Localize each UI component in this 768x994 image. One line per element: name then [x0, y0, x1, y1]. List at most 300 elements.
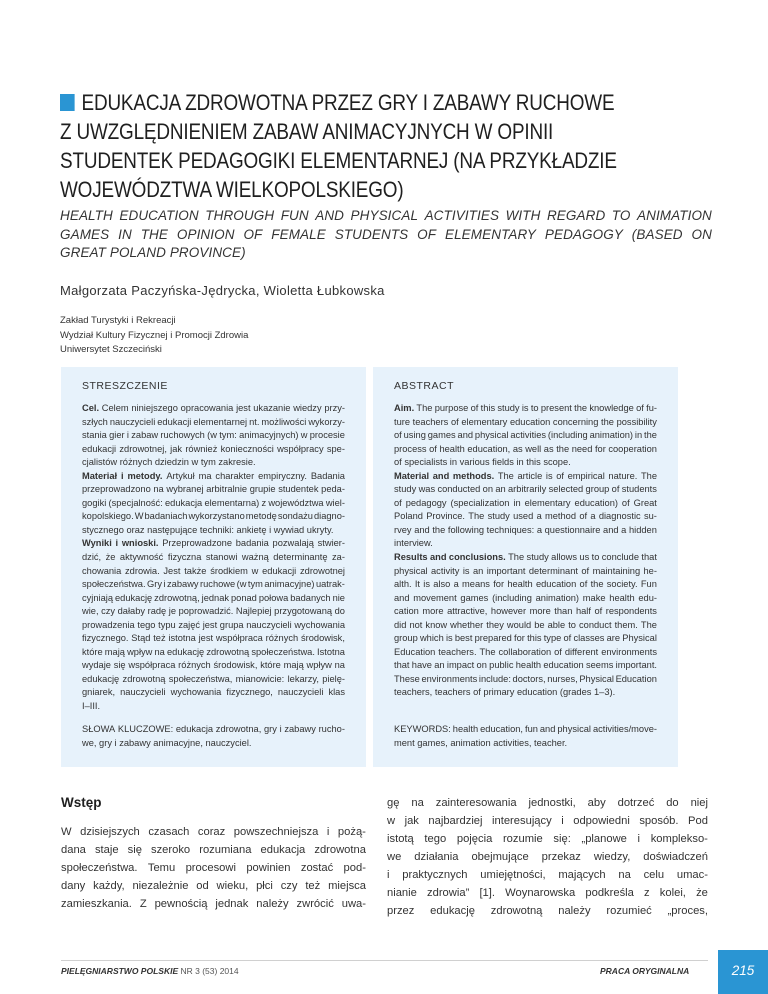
word: z	[261, 497, 267, 508]
word: health	[609, 592, 635, 603]
word: (specjalność:	[108, 497, 163, 508]
word: a	[536, 524, 542, 535]
word: należy	[256, 898, 289, 910]
word: jednak	[201, 592, 230, 603]
word: STUDENTS	[334, 226, 409, 242]
word: THROUGH	[205, 208, 275, 223]
word: jak	[170, 443, 183, 454]
word: elementary	[461, 416, 508, 427]
word: dany	[61, 880, 86, 892]
word: dotrzeć	[617, 797, 655, 809]
word: wychowania	[170, 687, 222, 698]
word: że	[105, 552, 116, 563]
bold-word: Materiał	[82, 470, 118, 481]
word: zostać	[300, 862, 334, 874]
title-line-1: EDUKACJA ZDROWOTNA PRZEZ GRY I ZABAWY RUCHOWE	[81, 90, 615, 115]
word: and	[394, 592, 410, 603]
word: elementarna)	[204, 497, 260, 508]
word: education	[543, 660, 584, 671]
word: gniarek,	[82, 687, 116, 698]
bold-word: conclusions.	[448, 552, 506, 563]
abstract-line: interview.	[394, 538, 433, 549]
affiliation-line: Zakład Turystyki i Rekreacji	[60, 315, 176, 326]
word: cyjniają	[82, 592, 114, 603]
title-line-2: Z UWZGLĘDNIENIEM ZABAW ANIMACYJNYCH W OPINII	[60, 119, 554, 144]
word: animation)	[589, 430, 634, 441]
word: of	[429, 443, 437, 454]
word: environments	[601, 646, 657, 657]
bold-word: i	[115, 538, 119, 549]
word: us	[579, 552, 590, 563]
word: wybranej	[166, 484, 204, 495]
word: ważną	[241, 552, 269, 563]
word: that	[394, 660, 410, 671]
word: wykorzystano	[188, 511, 245, 522]
word: W	[61, 826, 72, 838]
word: is	[462, 565, 470, 576]
word: The	[508, 552, 525, 563]
word: aby	[587, 797, 606, 809]
word: however	[490, 606, 527, 617]
word: również	[185, 443, 218, 454]
word: them.	[614, 619, 638, 630]
word: środowisk,	[300, 633, 345, 644]
word: physical	[394, 565, 428, 576]
word: rozumie	[502, 833, 543, 845]
word: in	[634, 430, 643, 441]
word: of	[594, 606, 603, 617]
word: Z	[139, 898, 147, 910]
word: Physical	[622, 633, 657, 644]
word: nt.	[249, 416, 260, 427]
word: edukacja	[165, 497, 203, 508]
streszczenie-heading: STRESZCZENIE	[82, 380, 168, 392]
word: podkreśla	[585, 887, 634, 899]
word: the	[601, 416, 614, 427]
word: się:	[553, 833, 571, 845]
word: Jest	[163, 565, 181, 576]
word: edukację	[430, 905, 475, 917]
word: of	[450, 416, 459, 427]
word: of	[579, 511, 588, 522]
word: know	[425, 619, 448, 630]
word: badaniach	[144, 511, 188, 522]
word: które	[260, 660, 281, 671]
word: „proces,	[667, 905, 708, 917]
word: is	[545, 470, 553, 481]
word: nauczycieli	[277, 687, 324, 698]
word: GAMES	[60, 226, 110, 242]
word: przeprowadzono	[82, 484, 151, 495]
word: działania	[414, 851, 459, 863]
en-title-line-2	[60, 226, 712, 245]
section-heading-wstep: Wstęp	[61, 795, 102, 810]
word: and	[457, 430, 474, 441]
abstract-line	[394, 659, 657, 673]
word: OF	[243, 226, 263, 242]
streszczenie-body	[82, 402, 345, 714]
word: (including	[547, 430, 588, 441]
word: a	[621, 524, 627, 535]
abstract-line	[394, 402, 657, 416]
word: activities/move-	[592, 724, 657, 734]
word: stwier-	[317, 538, 345, 549]
word: istotą	[387, 833, 414, 845]
word: ELEMENTARY	[444, 226, 536, 242]
abstract-keywords	[394, 723, 657, 750]
abstract-line	[394, 673, 657, 687]
word: is	[521, 403, 529, 413]
abstract-line	[394, 551, 657, 565]
word: konieczności	[220, 443, 274, 454]
abstract-line: of specialists in various fields in this scope.	[394, 457, 571, 468]
word: determinantę	[273, 552, 328, 563]
word: peda-	[321, 484, 345, 495]
word: wieku,	[216, 880, 249, 892]
word: education)	[574, 497, 618, 508]
word: edukacji	[82, 443, 117, 454]
word: maintaining	[592, 565, 641, 576]
word: i	[561, 815, 564, 827]
word: that	[641, 552, 657, 563]
word: Woynarowska	[505, 887, 576, 899]
word: jest	[202, 619, 218, 630]
word: studentek	[278, 484, 319, 495]
word: ponad	[231, 592, 257, 603]
word: whether	[450, 619, 484, 630]
word: concerning	[552, 416, 599, 427]
word: Fun	[640, 579, 657, 590]
word: a	[590, 511, 596, 522]
word: was	[418, 484, 436, 495]
abstract-line	[394, 416, 657, 430]
word: grupa	[219, 619, 244, 630]
word: rozumieć	[606, 905, 652, 917]
word: of	[394, 497, 402, 508]
word: społeczeństwa.	[82, 579, 146, 590]
word: to	[530, 403, 539, 413]
word: stanowi	[205, 552, 238, 563]
affiliation-line: Uniwersytet Szczeciński	[60, 344, 162, 355]
word: the	[574, 403, 588, 413]
abstract-line	[82, 470, 345, 484]
body-line	[387, 812, 708, 830]
abstract-line	[82, 402, 345, 416]
journal-issue: NR 3 (53) 2014	[180, 966, 239, 976]
word: staje	[94, 844, 119, 856]
word: empiryczny.	[258, 470, 307, 481]
word: współpraca	[128, 660, 176, 671]
word: procesowi	[185, 862, 236, 874]
title-line-3: STUDENTEK PEDAGOGIKI ELEMENTARNEJ (NA PRZYKŁADZIE	[60, 148, 617, 173]
word: jest	[198, 633, 214, 644]
word: niezależnie	[132, 880, 189, 892]
bold-word: metody.	[127, 470, 163, 481]
word: more	[422, 606, 444, 617]
word: w	[387, 815, 396, 827]
word: pewnością	[154, 898, 208, 910]
word: wykorzy-	[308, 416, 345, 427]
word: society.	[606, 579, 638, 590]
word: typu	[158, 619, 176, 630]
word: jak	[404, 815, 419, 827]
word: make	[582, 592, 606, 603]
bold-word: methods.	[452, 470, 495, 481]
word: zwrócić	[296, 898, 334, 910]
word: REGARD	[546, 208, 606, 223]
word: be	[534, 619, 545, 630]
word: half	[575, 606, 591, 617]
word: zdrowotnej,	[119, 443, 167, 454]
word: niniejszego	[131, 403, 178, 413]
word: important.	[615, 660, 657, 671]
word: hidden	[628, 524, 657, 535]
word: społeczeństwa,	[168, 673, 233, 684]
word: process	[394, 443, 427, 454]
streszczenie-box	[61, 367, 366, 767]
bold-word: Aim.	[394, 403, 415, 413]
word: games	[427, 430, 456, 441]
word: a	[453, 579, 459, 590]
word: się	[113, 660, 126, 671]
word: zdrowotna,	[215, 724, 262, 734]
word: współpraca	[215, 633, 263, 644]
word: edukację	[82, 673, 120, 684]
word: which	[419, 633, 444, 644]
word: czasach	[148, 826, 190, 838]
word: of	[563, 633, 572, 644]
word: od	[196, 880, 209, 892]
word: także	[184, 565, 207, 576]
word: na	[334, 660, 345, 671]
word: jednak	[215, 898, 249, 910]
word: w	[300, 430, 308, 441]
word: do	[666, 797, 679, 809]
word: PEDAGOGY	[544, 226, 623, 242]
bold-word: i	[121, 470, 124, 481]
word: kopolskiego.	[82, 511, 134, 522]
word: zdrowia.	[125, 565, 160, 576]
word: purpose	[434, 403, 469, 413]
bold-word: and	[429, 552, 447, 563]
word: doświadczeń	[643, 851, 708, 863]
word: they	[486, 619, 504, 630]
abstract-line	[394, 524, 657, 538]
word: elementary	[524, 497, 571, 508]
word: tego	[424, 833, 447, 845]
footer-rule	[61, 960, 708, 961]
word: Badania	[310, 470, 345, 481]
word: important	[486, 565, 526, 576]
word: OPINION	[176, 226, 235, 242]
word: on	[482, 484, 494, 495]
word: prepared	[474, 633, 512, 644]
word: obejmujące	[471, 851, 529, 863]
word: study	[526, 552, 549, 563]
abstract-line	[82, 537, 345, 551]
bold-word: Material	[394, 470, 430, 481]
word: dana	[61, 844, 86, 856]
word: różnych	[178, 660, 211, 671]
word: arbitralnie	[206, 484, 248, 495]
word: Artykuł	[166, 470, 195, 481]
word: różnych	[265, 633, 299, 644]
abstract-line	[82, 510, 345, 524]
abstract-line: cjalistów różnych dziedzin w tym zakresie.	[82, 457, 256, 468]
word: na	[411, 797, 424, 809]
word: EDUCATION	[119, 208, 199, 223]
word: fizycznego.	[82, 633, 129, 644]
word: umac-	[676, 869, 708, 881]
word: które	[82, 646, 103, 657]
word: charakter	[215, 470, 255, 481]
word: celu	[643, 869, 665, 881]
body-line	[61, 823, 366, 841]
affiliation-line: Wydział Kultury Fizycznej i Promocji Zdrowia	[60, 329, 249, 341]
word: zdrowotną	[206, 646, 250, 657]
word: Education	[394, 646, 436, 657]
word: education,	[467, 443, 511, 454]
word: możliwości	[261, 416, 307, 427]
abstract-heading: ABSTRACT	[394, 380, 455, 392]
word: ruchowe	[200, 579, 236, 590]
word: to	[591, 552, 600, 563]
word: poprowadzić.	[178, 606, 234, 617]
word: Istotna	[317, 646, 345, 657]
word: of	[636, 403, 644, 413]
abstract-line	[82, 659, 345, 673]
word: połowa	[258, 592, 289, 603]
word: doctors,	[512, 673, 546, 684]
word: zamieszkania.	[61, 898, 132, 910]
word: każdy,	[93, 880, 125, 892]
word: ANIMATION	[637, 208, 712, 223]
word: and	[539, 724, 556, 734]
word: wychowania	[294, 619, 345, 630]
word: procesie	[309, 430, 345, 441]
word: a	[536, 511, 542, 522]
word: nauczycieli	[246, 619, 292, 630]
keywords-line: we, gry i zabawy animacyjne, nauczyciel.	[82, 737, 252, 748]
word: uatrak-	[315, 579, 345, 590]
word: województwa	[268, 497, 324, 508]
word: TO	[611, 208, 631, 223]
word: include:	[478, 673, 511, 684]
body-text-right	[387, 794, 708, 920]
word: The	[416, 403, 433, 413]
abstract-line	[82, 686, 345, 700]
word: techniques:	[486, 524, 535, 535]
abstract-line	[82, 565, 345, 579]
word: are	[606, 633, 621, 644]
word: diagnostic	[598, 511, 641, 522]
word: we	[387, 851, 402, 863]
abstract-line	[394, 470, 657, 484]
word: possibility	[616, 416, 657, 427]
word: The	[468, 511, 485, 522]
word: powszechniejsza	[233, 826, 319, 838]
word: edukacji	[157, 416, 192, 427]
word: „planowe	[581, 833, 627, 845]
word: na	[153, 484, 164, 495]
bold-word: Wyniki	[82, 538, 112, 549]
word: SŁOWA	[82, 724, 116, 734]
word: movement	[413, 592, 457, 603]
word: odpowiedni	[573, 815, 630, 827]
word: fizyczna	[167, 552, 202, 563]
body-line	[387, 830, 708, 848]
word: na	[618, 869, 631, 881]
word: też	[305, 880, 321, 892]
word: za-	[332, 552, 345, 563]
streszczenie-keywords	[82, 723, 345, 750]
word: Celem	[101, 403, 129, 413]
word: The	[479, 646, 496, 657]
word: gry	[263, 724, 277, 734]
word: this	[480, 403, 496, 413]
word: method	[545, 511, 577, 522]
word: edukacja	[260, 844, 306, 856]
abstract-line	[82, 619, 345, 633]
body-line	[387, 884, 708, 902]
word: fizycznego,	[226, 687, 273, 698]
word: mających	[558, 869, 606, 881]
word: pożą-	[337, 826, 366, 838]
body-line	[61, 877, 366, 895]
word: using	[403, 430, 426, 441]
abstract-line	[394, 483, 657, 497]
abstract-line	[82, 605, 345, 619]
abstract-line	[394, 578, 657, 592]
en-title-line-1	[60, 207, 712, 226]
word: fun	[524, 724, 538, 734]
word: Education	[615, 673, 657, 684]
word: umiejętności,	[480, 869, 546, 881]
word: an	[495, 484, 506, 495]
word: IN	[118, 226, 132, 242]
abstract-line	[82, 592, 345, 606]
word: jest	[236, 403, 251, 413]
word: gę	[387, 797, 400, 809]
word: dałaby	[117, 606, 146, 617]
abstract-line	[82, 673, 345, 687]
word: present	[540, 403, 572, 413]
footer-journal	[61, 966, 239, 976]
affiliation	[60, 314, 248, 358]
word: tym:	[219, 430, 237, 441]
word: in	[513, 497, 521, 508]
word: pedagogy	[405, 497, 447, 508]
title-marker-square	[60, 94, 75, 111]
word: i	[326, 826, 330, 838]
word: (w	[207, 430, 217, 441]
word: Poland	[394, 511, 423, 522]
word: group	[394, 633, 418, 644]
word: more	[529, 606, 551, 617]
abstract-box	[373, 367, 678, 767]
word: knowledge	[589, 403, 634, 413]
word: Stąd	[131, 633, 151, 644]
word: nauczycieli	[109, 416, 156, 427]
word: nauczycieli	[120, 687, 166, 698]
word: lekarzy,	[287, 673, 319, 684]
word: jednostki,	[528, 797, 576, 809]
word: is	[423, 579, 430, 590]
word: education	[509, 416, 551, 427]
word: of	[621, 497, 630, 508]
word: for	[594, 443, 606, 454]
word: zabawy	[284, 724, 316, 734]
